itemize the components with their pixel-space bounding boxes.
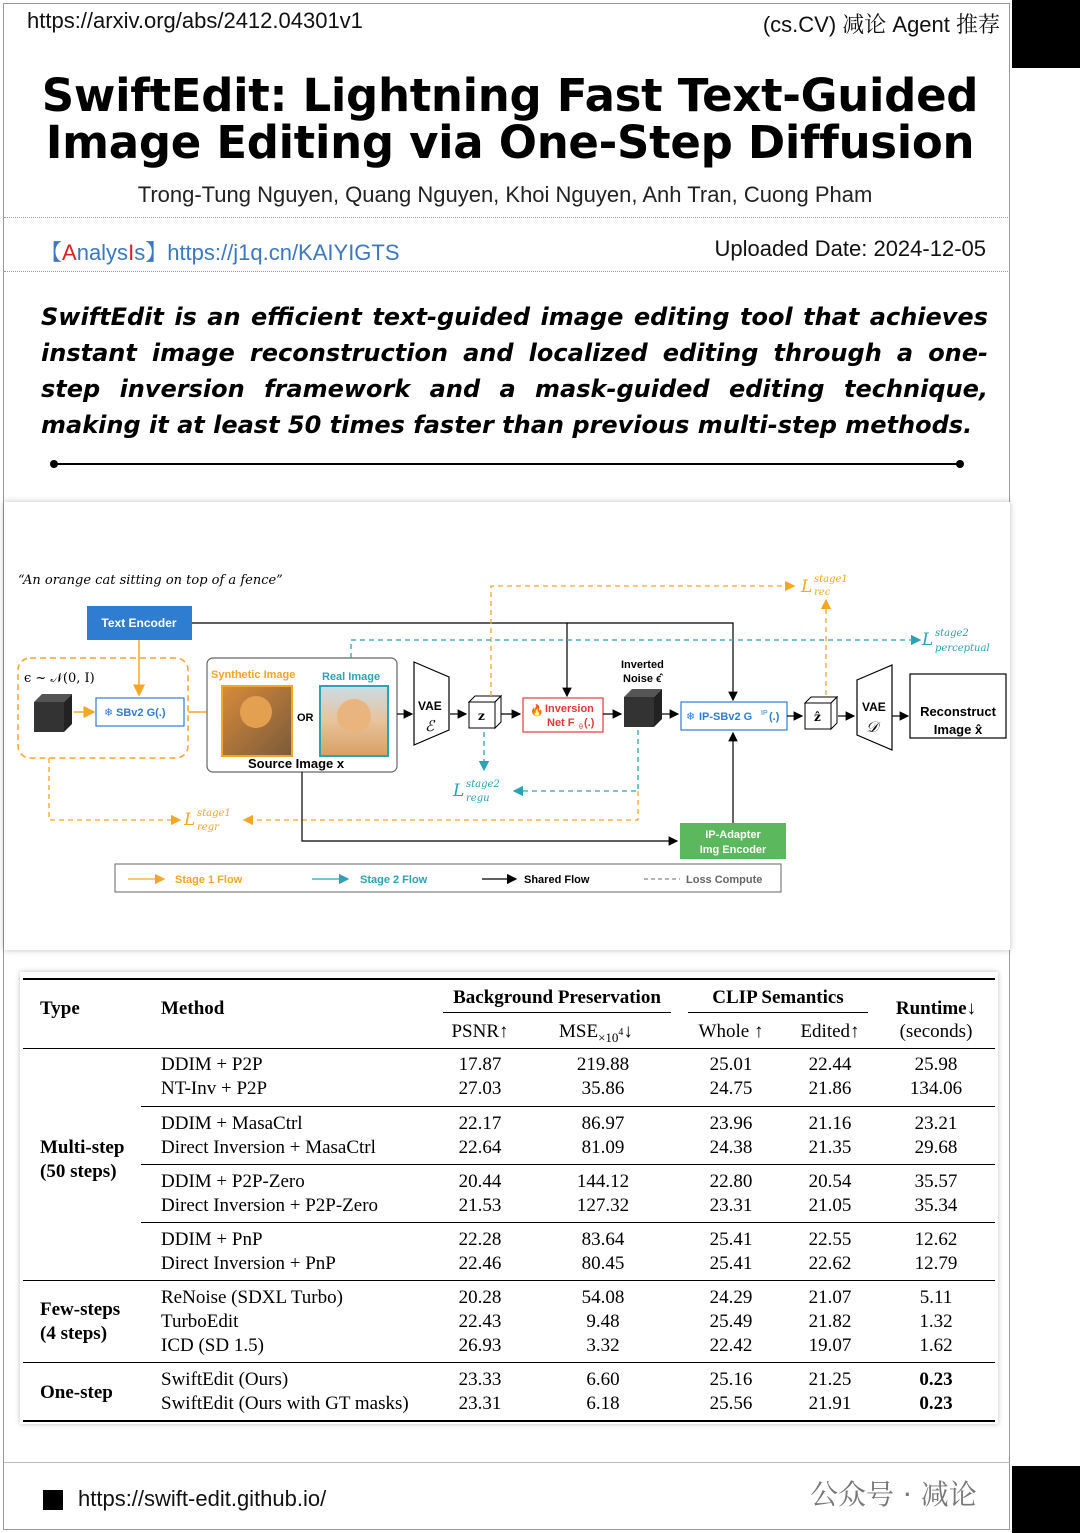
noise-equation: ϵ ~ 𝒩(0, I) — [24, 671, 95, 686]
loss-regr-sup: stage1 — [197, 808, 231, 819]
header-psnr: PSNR↑ — [451, 1021, 509, 1042]
ip-sbv2-end: (.) — [769, 711, 780, 723]
cell-whole: 24.38 — [709, 1137, 753, 1158]
cell-whole: 22.80 — [709, 1171, 753, 1192]
cell-edited: 21.91 — [808, 1393, 852, 1414]
method-figure — [4, 502, 1010, 950]
cell-whole: 25.16 — [709, 1369, 753, 1390]
cell-runtime: 0.23 — [919, 1393, 953, 1414]
table-top-rule — [23, 978, 995, 980]
inversion-net-sub: θ — [579, 724, 583, 731]
cell-psnr: 27.03 — [458, 1078, 502, 1099]
cell-method: SwiftEdit (Ours with GT masks) — [161, 1393, 409, 1414]
ip-adapter-label-1: IP-Adapter — [705, 829, 761, 841]
cell-edited: 22.44 — [808, 1054, 852, 1075]
inverted-noise-label-2: Noise ϵ̂ — [623, 673, 662, 685]
header-mse-arrow: ↓ — [623, 1021, 633, 1042]
latent-z-cube — [469, 696, 501, 728]
cell-whole: 24.75 — [709, 1078, 753, 1099]
latent-zhat-label: ẑ — [814, 710, 821, 724]
analysis-bracket-close: s】 — [134, 240, 168, 265]
cell-method: TurboEdit — [161, 1311, 239, 1332]
row-separator — [141, 1106, 995, 1107]
cell-method: SwiftEdit (Ours) — [161, 1369, 289, 1390]
cell-edited: 21.16 — [808, 1113, 852, 1134]
cell-runtime: 12.62 — [914, 1229, 958, 1250]
latent-z-label: z — [478, 709, 485, 723]
header-bg-preservation: Background Preservation — [453, 987, 661, 1008]
loss-regr-l: L — [184, 810, 196, 830]
watermark: 公众号 · 减论 — [810, 1478, 977, 1511]
paper-authors: Trong-Tung Nguyen, Quang Nguyen, Khoi Nguyen, Anh Tran, Cuong Pham — [137, 182, 873, 207]
cell-runtime: 29.68 — [914, 1137, 958, 1158]
arrow — [514, 730, 638, 791]
ip-sbv2-label: IP-SBv2 G — [699, 711, 753, 723]
cell-runtime: 1.32 — [919, 1311, 953, 1332]
cell-runtime: 23.21 — [914, 1113, 958, 1134]
cell-whole: 25.41 — [709, 1229, 753, 1250]
loss-perc-l: L — [922, 630, 934, 650]
vae-encoder-symbol: ℰ — [425, 717, 435, 735]
pipeline-diagram — [4, 502, 1010, 950]
cell-runtime: 0.23 — [919, 1369, 953, 1390]
header-mse-sub: ×10 — [598, 1030, 619, 1045]
cell-edited: 22.62 — [808, 1253, 852, 1274]
loss-regu-l: L — [453, 781, 465, 801]
loss-regr-sub: regr — [197, 822, 219, 833]
cell-mse: 83.64 — [581, 1229, 625, 1250]
cell-edited: 21.07 — [808, 1287, 852, 1308]
cell-edited: 21.35 — [808, 1137, 852, 1158]
group-multistep-2: (50 steps) — [40, 1161, 117, 1182]
group-fewsteps-1: Few-steps — [40, 1299, 121, 1320]
row-separator — [141, 1222, 995, 1223]
footer-divider — [4, 1462, 1010, 1463]
cell-method: ReNoise (SDXL Turbo) — [161, 1287, 343, 1308]
cell-mse: 81.09 — [581, 1137, 625, 1158]
analysis-url[interactable]: https://j1q.cn/KAIYIGTS — [167, 240, 400, 265]
footer-bullet-icon — [43, 1490, 63, 1510]
cell-whole: 25.41 — [709, 1253, 753, 1274]
inversion-net-label-1: Inversion — [545, 703, 594, 715]
paper-title-line-2: Image Editing via One-Step Diffusion — [45, 116, 975, 169]
cell-psnr: 17.87 — [458, 1054, 502, 1075]
analysis-i: I — [128, 240, 135, 265]
header-whole: Whole ↑ — [698, 1021, 764, 1042]
legend-shared: Shared Flow — [524, 874, 590, 886]
header-runtime-unit: (seconds) — [899, 1021, 973, 1042]
cell-edited: 22.55 — [808, 1229, 852, 1250]
legend-stage2: Stage 2 Flow — [360, 874, 428, 886]
noise-cube-icon — [34, 694, 72, 732]
cell-method: DDIM + P2P — [161, 1054, 263, 1075]
header-mse-sup: 4 — [618, 1027, 624, 1038]
inverted-noise-cube-icon — [624, 689, 662, 727]
header-method: Method — [161, 998, 225, 1019]
cell-psnr: 22.28 — [458, 1229, 502, 1250]
analysis-link[interactable] — [40, 236, 400, 267]
cell-edited: 21.86 — [808, 1078, 852, 1099]
project-link[interactable]: https://swift-edit.github.io/ — [78, 1486, 327, 1511]
corner-block-top — [1012, 0, 1080, 68]
header-mse — [559, 1021, 633, 1046]
separator-line — [54, 463, 960, 465]
cell-runtime: 1.62 — [919, 1335, 953, 1356]
arrow — [351, 640, 920, 658]
cell-edited: 20.54 — [808, 1171, 852, 1192]
cell-psnr: 23.33 — [458, 1369, 502, 1390]
prompt-text: “An orange cat sitting on top of a fence” — [18, 573, 283, 588]
group-onestep: One-step — [40, 1382, 113, 1403]
loss-perc-sub: perceptual — [935, 643, 990, 654]
cell-psnr: 22.64 — [458, 1137, 502, 1158]
cell-mse: 6.18 — [586, 1393, 620, 1414]
cell-mse: 219.88 — [576, 1054, 630, 1075]
cell-method: Direct Inversion + P2P-Zero — [161, 1195, 379, 1216]
paper-title-line-1: SwiftEdit: Lightning Fast Text-Guided — [41, 69, 979, 122]
cell-runtime: 35.57 — [914, 1171, 958, 1192]
divider — [4, 217, 1010, 218]
source-image-label: Source Image x — [248, 756, 345, 771]
analysis-mid: nalys — [76, 240, 129, 265]
cell-method: ICD (SD 1.5) — [161, 1335, 264, 1356]
cell-psnr: 26.93 — [458, 1335, 502, 1356]
synthetic-image-label: Synthetic Image — [211, 669, 296, 681]
divider — [4, 271, 1010, 272]
arrow — [244, 791, 638, 820]
snowflake-icon: ❄ — [104, 707, 114, 719]
separator-dot-right — [956, 460, 964, 468]
cell-runtime: 25.98 — [914, 1054, 958, 1075]
header-mse-text: MSE — [559, 1021, 599, 1042]
category-label: (cs.CV) 减论 Agent 推荐 — [762, 12, 1000, 37]
header-type: Type — [40, 998, 80, 1019]
table-bottom-rule — [23, 1420, 995, 1422]
cell-psnr: 20.44 — [458, 1171, 502, 1192]
cell-mse: 80.45 — [581, 1253, 625, 1274]
uploaded-date: Uploaded Date: 2024-12-05 — [714, 236, 986, 261]
cell-method: NT-Inv + P2P — [161, 1078, 268, 1099]
header-edited: Edited↑ — [800, 1021, 860, 1042]
cell-mse: 9.48 — [586, 1311, 620, 1332]
cell-psnr: 20.28 — [458, 1287, 502, 1308]
cell-whole: 25.56 — [709, 1393, 753, 1414]
cell-psnr: 22.46 — [458, 1253, 502, 1274]
cell-whole: 22.42 — [709, 1335, 753, 1356]
loss-rec-sub: rec — [814, 587, 831, 598]
cell-mse: 127.32 — [576, 1195, 630, 1216]
inverted-noise-label-1: Inverted — [621, 659, 664, 671]
arrow — [49, 758, 180, 820]
header-subrule — [688, 1012, 868, 1013]
loss-rec-sup: stage1 — [814, 574, 848, 585]
cell-runtime: 35.34 — [914, 1195, 958, 1216]
vae-encoder-label: VAE — [418, 699, 442, 713]
cell-psnr: 21.53 — [458, 1195, 502, 1216]
table-header-rule — [23, 1048, 995, 1049]
group-separator — [23, 1280, 995, 1281]
synthetic-cat-shape — [240, 696, 272, 728]
cell-method: Direct Inversion + MasaCtrl — [161, 1137, 376, 1158]
ip-adapter-label-2: Img Encoder — [699, 844, 767, 856]
cell-mse: 86.97 — [581, 1113, 625, 1134]
or-label: OR — [297, 712, 314, 724]
reconstruct-label-1: Reconstruct — [920, 704, 996, 719]
inversion-net-label-2: Net F — [547, 717, 575, 729]
legend-stage1: Stage 1 Flow — [175, 874, 243, 886]
paper-summary: SwiftEdit is an efficient text-guided image editing tool that achieves instant image reconstruction and localized editing through a one-step inversion framework and a mask-guided editing technique, making it at least 50 times faster than previous multi-step methods. — [41, 303, 988, 439]
loss-regu-sup: stage2 — [466, 779, 500, 790]
corner-block-bottom — [1012, 1466, 1080, 1533]
arxiv-link[interactable]: https://arxiv.org/abs/2412.04301v1 — [27, 8, 363, 33]
group-fewsteps-2: (4 steps) — [40, 1323, 108, 1344]
paper-title — [40, 69, 980, 169]
cell-mse: 35.86 — [581, 1078, 625, 1099]
header-clip: CLIP Semantics — [712, 987, 844, 1008]
cell-mse: 3.32 — [586, 1335, 620, 1356]
cell-whole: 25.49 — [709, 1311, 753, 1332]
loss-perc-sup: stage2 — [935, 628, 969, 639]
cell-mse: 6.60 — [586, 1369, 620, 1390]
analysis-bracket-open: 【 — [40, 240, 63, 265]
cell-edited: 19.07 — [808, 1335, 852, 1356]
latent-zhat-cube — [805, 697, 837, 729]
ip-sbv2-sup: IP — [761, 710, 768, 717]
header-runtime: Runtime↓ — [895, 998, 977, 1019]
reconstruct-label-2: Image x̂ — [933, 722, 983, 737]
analysis-a: A — [62, 240, 77, 265]
cell-method: DDIM + MasaCtrl — [161, 1113, 303, 1134]
snowflake-icon: ❄ — [686, 711, 696, 723]
results-table — [20, 972, 998, 1424]
legend-loss: Loss Compute — [686, 874, 763, 886]
row-separator — [141, 1164, 995, 1165]
vae-decoder-label: VAE — [862, 700, 886, 714]
cell-edited: 21.25 — [808, 1369, 852, 1390]
loss-regu-sub: regu — [466, 793, 490, 804]
real-image-label: Real Image — [322, 671, 381, 683]
cell-whole: 25.01 — [709, 1054, 753, 1075]
cell-method: DDIM + P2P-Zero — [161, 1171, 305, 1192]
cell-whole: 24.29 — [709, 1287, 753, 1308]
cell-runtime: 5.11 — [919, 1287, 953, 1308]
fire-icon: 🔥 — [530, 705, 544, 717]
group-separator — [23, 1362, 995, 1363]
cell-psnr: 22.43 — [458, 1311, 502, 1332]
text-encoder-label: Text Encoder — [101, 616, 177, 630]
cell-psnr: 23.31 — [458, 1393, 502, 1414]
cell-mse: 54.08 — [581, 1287, 625, 1308]
cell-mse: 144.12 — [576, 1171, 630, 1192]
group-multistep-1: Multi-step — [40, 1137, 125, 1158]
vae-decoder-symbol: 𝒟 — [866, 718, 878, 736]
cell-psnr: 22.17 — [458, 1113, 502, 1134]
cell-whole: 23.31 — [709, 1195, 753, 1216]
cell-runtime: 134.06 — [909, 1078, 963, 1099]
cell-edited: 21.82 — [808, 1311, 852, 1332]
cell-method: DDIM + PnP — [161, 1229, 263, 1250]
cell-whole: 23.96 — [709, 1113, 753, 1134]
loss-rec-l: L — [801, 577, 813, 597]
sbv2-label: SBv2 G(.) — [116, 707, 166, 719]
real-cat-shape — [337, 699, 371, 733]
cell-method: Direct Inversion + PnP — [161, 1253, 336, 1274]
inversion-net-label-3: (.) — [584, 717, 595, 729]
cell-edited: 21.05 — [808, 1195, 852, 1216]
header-subrule — [443, 1012, 671, 1013]
cell-runtime: 12.79 — [914, 1253, 958, 1274]
